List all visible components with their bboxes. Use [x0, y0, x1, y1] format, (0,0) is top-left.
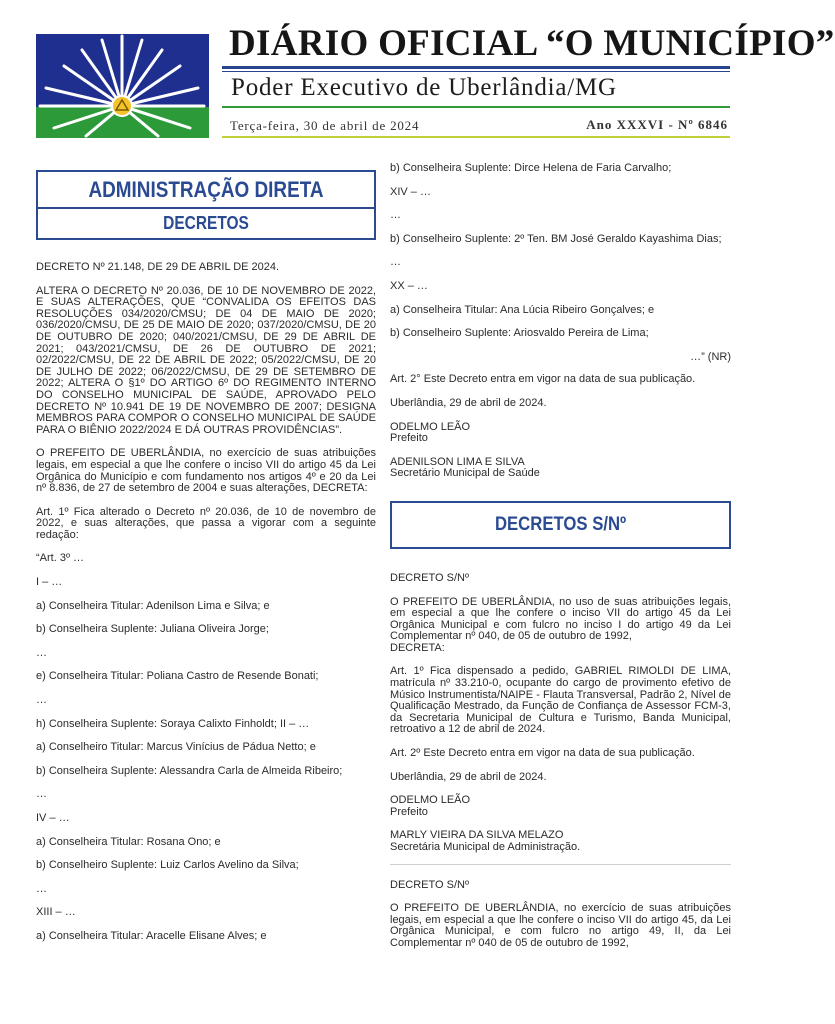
decree-line: … [36, 882, 47, 895]
decree-place-date: Uberlândia, 29 de abril de 2024. [390, 770, 547, 783]
decree-nr: …” (NR) [690, 350, 731, 363]
decree-line: e) Conselheira Titular: Poliana Castro de Resende Bonati; [36, 670, 319, 683]
municipal-flag-logo [36, 34, 209, 138]
decree-line: b) Conselheira Suplente: Alessandra Carla de Almeida Ribeiro; [36, 764, 343, 777]
decree-article: Art. 1º Fica dispensado a pedido, GABRIEL RIMOLDI DE LIMA, matrícula nº 33.210-0, ocupante do cargo de provimento efetivo de Músico Instrumentista/NAIPE - Flauta Transversal, Padrão 2, Nível de Qualificação Mestrado, da Função de Confiança de Assessor FCM-3, da Secretaria Municipal de Cultura e Turismo, Banda Municipal, retroativo a 12 de abril de 2024. [390, 665, 731, 736]
decree-line: … [390, 209, 401, 222]
decree-line: … [36, 694, 47, 707]
issue-edition: Ano XXXVI - Nº 6846 [586, 117, 728, 132]
section-header-decretos-sn [390, 501, 731, 549]
decree-decreta: DECRETA: [390, 641, 445, 654]
flag-sun-icon [36, 34, 209, 138]
decree-line: XIV – … [390, 185, 431, 198]
decree-line: a) Conselheira Titular: Ana Lúcia Ribeiro Gonçalves; e [390, 303, 655, 316]
decree-line: b) Conselheiro Suplente: Luiz Carlos Avelino da Silva; [36, 859, 299, 872]
header-rule-yellow [222, 136, 730, 138]
signature-name: ODELMO LEÃO [390, 794, 471, 807]
decree-line: IV – … [36, 812, 70, 824]
decree-line: a) Conselheira Titular: Aracelle Elisane Alves; e [36, 929, 267, 942]
header-rule-blue [222, 66, 730, 69]
decree-article-2: Art. 2º Este Decreto entra em vigor na data de sua publicação. [390, 747, 695, 760]
decree-line: … [36, 788, 47, 801]
right-column [390, 163, 731, 962]
newspaper-subtitle: Poder Executivo de Uberlândia/MG [231, 74, 617, 101]
decree-line: a) Conselheira Titular: Adenilson Lima e Silva; e [36, 599, 270, 612]
decree-line: “Art. 3º … [36, 552, 85, 565]
decree-title: DECRETO S/Nº [390, 571, 469, 584]
decree-divider [390, 864, 731, 865]
decree-line: h) Conselheira Suplente: Soraya Calixto Finholdt; II – … [36, 717, 310, 730]
signature-role: Secretária Municipal de Administração. [390, 841, 581, 853]
signature-role: Prefeito [390, 432, 428, 445]
decree-preamble: O PREFEITO DE UBERLÂNDIA, no uso de suas atribuições legais, em especial a que lhe confere o inciso VII do artigo 45 da Lei Orgânica Municipal e com fulcro no inciso I do artigo 49 da Lei Complementar nº 040, de 05 de outubro de 1992, [390, 595, 731, 643]
signature-role: Secretário Municipal de Saúde [390, 467, 540, 480]
decree-article-2: Art. 2° Este Decreto entra em vigor na data de sua publicação. [390, 373, 696, 386]
decree-line: a) Conselheiro Titular: Marcus Vinícius de Pádua Netto; e [36, 741, 316, 754]
signature-name: ODELMO LEÃO [390, 420, 471, 433]
decree-line: b) Conselheiro Suplente: Ariosvaldo Pereira de Lima; [390, 327, 649, 340]
decree-line: b) Conselheira Suplente: Juliana Oliveira Jorge; [36, 623, 269, 636]
decree-article: Art. 1º Fica alterado o Decreto nº 20.036, de 10 de novembro de 2022, e suas alterações, que passa a vigorar com a seguinte redação: [36, 505, 376, 541]
decree-place-date: Uberlândia, 29 de abril de 2024. [390, 396, 547, 409]
newspaper-title: DIÁRIO OFICIAL “O MUNICÍPIO” [229, 23, 835, 64]
decree-line: a) Conselheira Titular: Rosana Ono; e [36, 835, 221, 848]
section-title: ADMINISTRAÇÃO DIRETA [88, 177, 324, 202]
decree-line: XX – … [390, 279, 428, 292]
issue-date: Terça-feira, 30 de abril de 2024 [230, 118, 420, 133]
decree-preamble: O PREFEITO DE UBERLÂNDIA, no exercício de suas atribuições legais, em especial a que lhe confere o inciso VII do artigo 45, da Lei Orgânica Municipal, e com fulcro no artigo 49, II, da Lei Complementar nº 040 de 05 de outubro de 1992, [390, 902, 731, 949]
header-rule-green [222, 106, 730, 108]
signature-name: ADENILSON LIMA E SILVA [390, 455, 525, 468]
signature-name: MARLY VIEIRA DA SILVA MELAZO [390, 829, 564, 842]
decree-line: b) Conselheiro Suplente: 2º Ten. BM José Geraldo Kayashima Dias; [390, 232, 722, 245]
section-subtitle: DECRETOS [163, 213, 249, 233]
decree-line: XIII – … [36, 906, 76, 919]
decree-line: … [390, 256, 401, 269]
decree-ementa: ALTERA O DECRETO Nº 20.036, DE 10 DE NOVEMBRO DE 2022, E SUAS ALTERAÇÕES, QUE “CONVALIDA OS EFEITOS DAS RESOLUÇÕES 034/2020/CMSU; DE 04 DE MAIO DE 2020; 036/2020/CMSU, DE 25 DE MAIO DE 2020; 037/2020/CMSU, DE 20 DE OUTUBRO DE 2020; 040/2021/CMSU, DE 29 DE ABRIL DE 2021; 043/2021/CMSU, DE 26 DE OUTUBRO DE 2021; 02/2022/CMSU, DE 22 DE ABRIL DE 2022; 05/2022/CMSU, DE 20 DE JULHO DE 2022; 06/2022/CMSU, DE 29 DE SETEMBRO DE 2022; ALTERA O §1º DO ARTIGO 6º DO REGIMENTO INTERNO DO CONSELHO MUNICIPAL DE SAÚDE, APROVADO PELO DECRETO Nº 10.941 DE 19 DE NOVEMBRO DE 2007; DESIGNA MEMBROS PARA COMPOR O CONSELHO MUNICIPAL DE SAÚDE PARA O BIÊNIO 2022/2024 E DÁ OUTRAS PROVIDÊNCIAS”. [36, 284, 376, 436]
decree-line: b) Conselheira Suplente: Dirce Helena de Faria Carvalho; [390, 162, 672, 174]
left-column [36, 163, 376, 955]
header-rule-blue-thin [222, 71, 730, 72]
decree-line: … [36, 646, 47, 659]
decree-title: DECRETO S/Nº [390, 878, 469, 891]
decree-title: DECRETO Nº 21.148, DE 29 DE ABRIL DE 2024. [36, 261, 280, 273]
section-header-administracao [36, 170, 376, 240]
decree-preamble: O PREFEITO DE UBERLÂNDIA, no exercício de suas atribuições legais, em especial a que lhe confere o inciso VII do artigo 45 da Lei Orgânica do Município e com fundamento nos artigos 4º e 20 da Lei nº 8.836, de 27 de setembro de 2004 e suas alterações, DECRETA: [36, 447, 376, 495]
signature-role: Prefeito [390, 805, 428, 818]
section-title: DECRETOS S/Nº [494, 513, 627, 535]
decree-line: I – … [36, 576, 63, 589]
